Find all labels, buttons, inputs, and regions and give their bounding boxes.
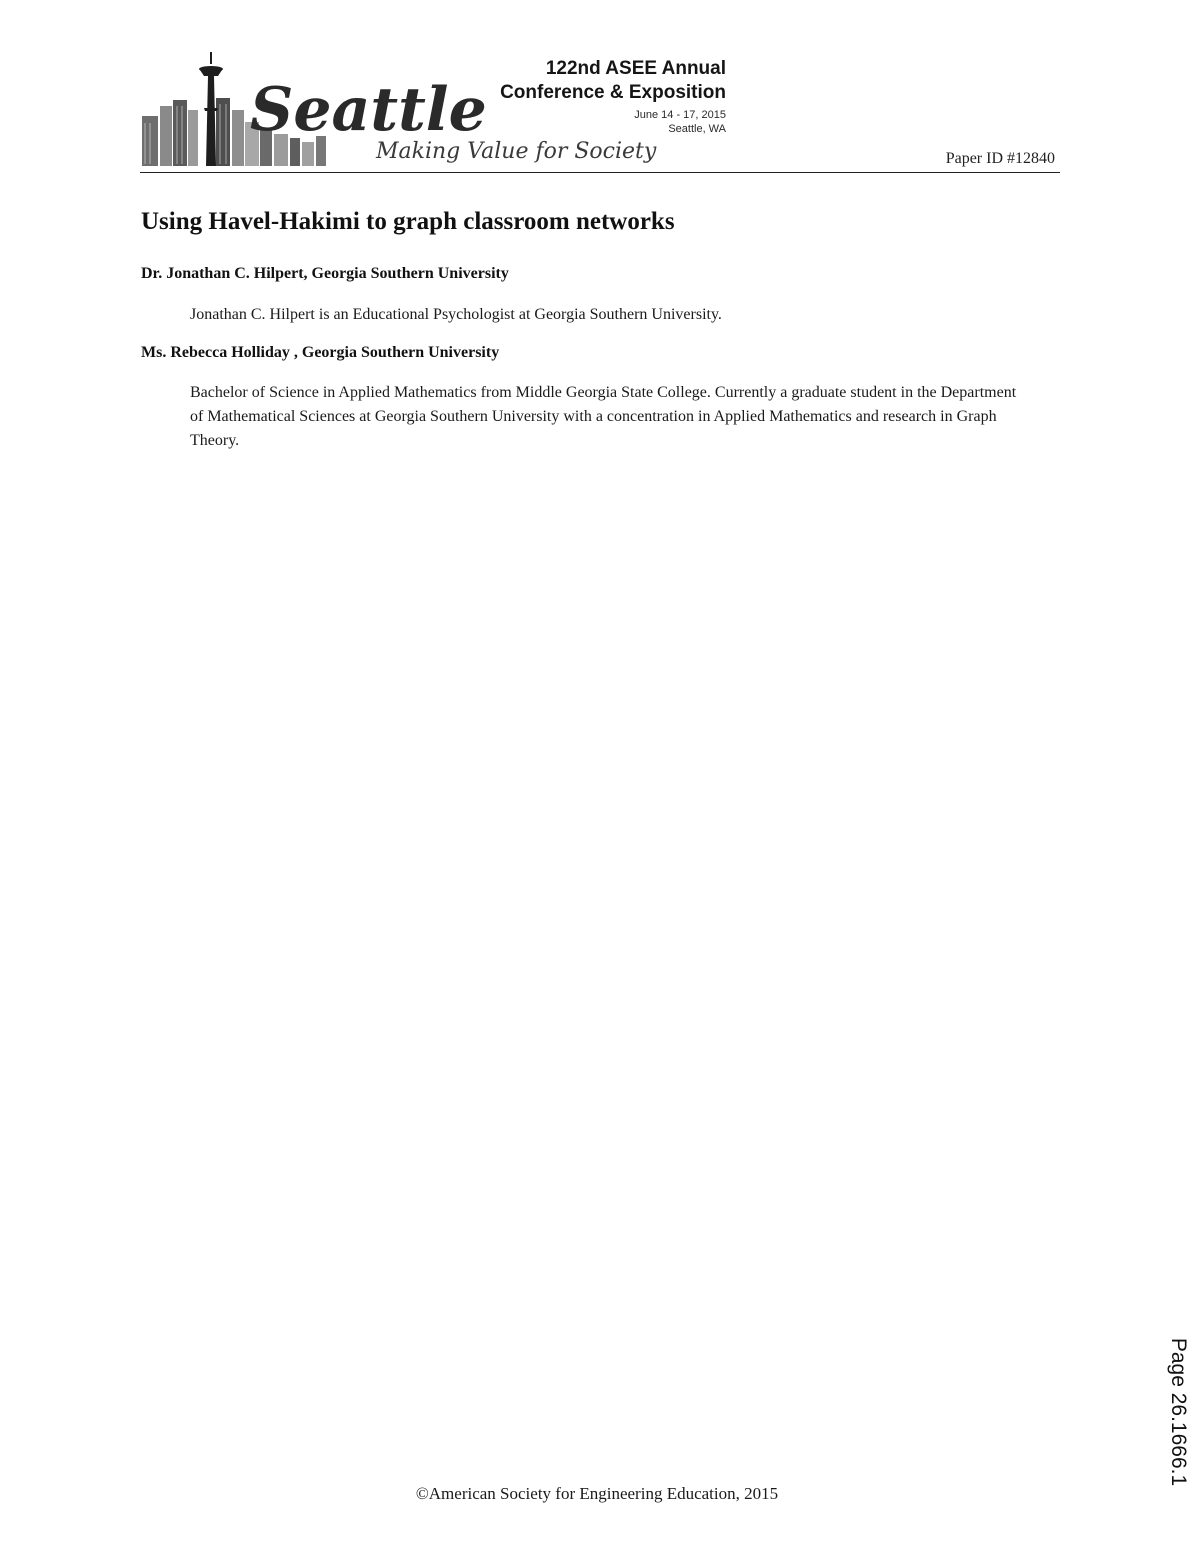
author-name-1: Dr. Jonathan C. Hilpert, Georgia Southern University (141, 265, 509, 282)
conference-title (500, 57, 726, 105)
paper-id: Paper ID #12840 (945, 150, 1055, 167)
conference-dates (634, 108, 726, 136)
header-divider (140, 172, 1060, 173)
copyright-footer: ©American Society for Engineering Education, 2015 (415, 1484, 779, 1503)
author-name-2: Ms. Rebecca Holliday , Georgia Southern University (141, 344, 500, 361)
conference-title-line2: Conference & Exposition (500, 82, 726, 103)
conference-header (140, 48, 1060, 172)
logo-wordmark: Seattle (250, 75, 487, 145)
conference-title-line1: 122nd ASEE Annual (545, 58, 726, 79)
paper-title: Using Havel-Hakimi to graph classroom networks (141, 208, 675, 235)
logo-tagline: Making Value for Society (376, 139, 657, 164)
conference-location: Seattle, WA (668, 123, 726, 135)
conference-date-range: June 14 - 17, 2015 (634, 109, 726, 121)
page-number: Page 26.1666.1 (1167, 1337, 1190, 1487)
author-bio-2: Bachelor of Science in Applied Mathematics from Middle Georgia State College. Currently a graduate student in the Department of Mathematical Sciences at Georgia Southern University with a concentration in Applied Mathematics and research in Graph Theory. (190, 384, 1017, 449)
author-bio-1: Jonathan C. Hilpert is an Educational Psychologist at Georgia Southern University. (190, 306, 722, 323)
